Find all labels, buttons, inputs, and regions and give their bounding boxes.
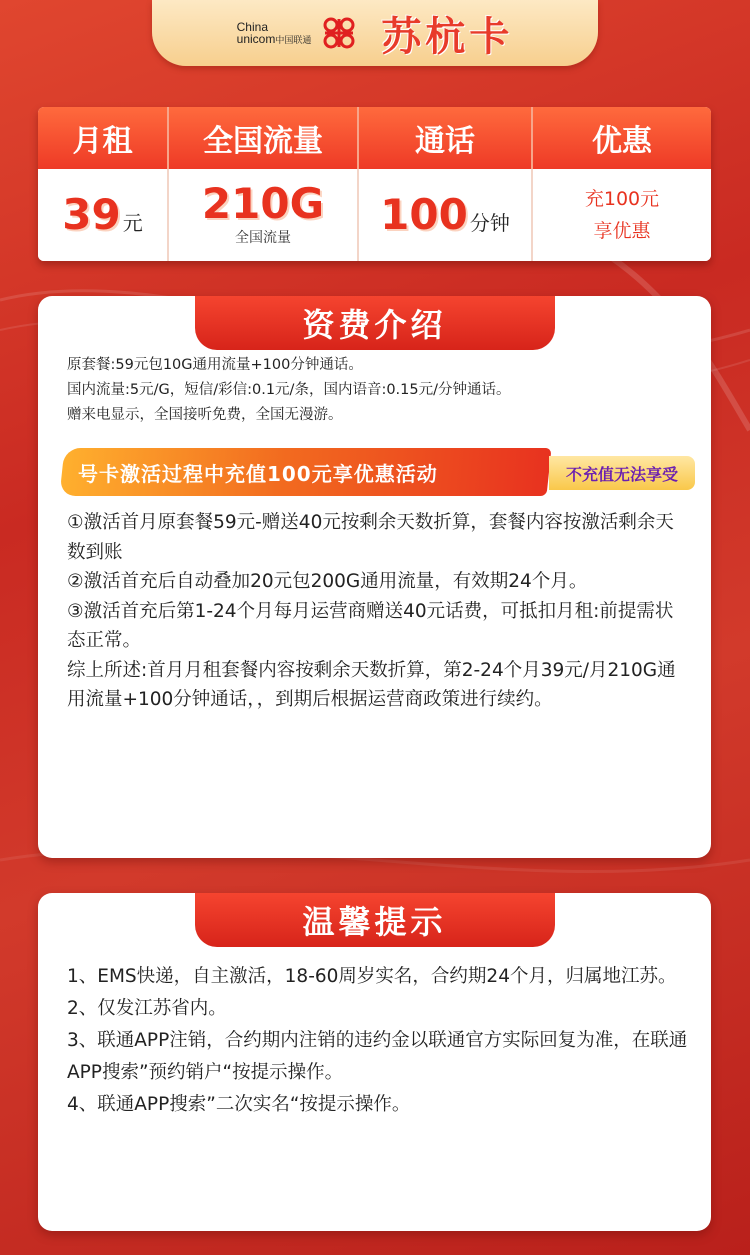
rule-item: ①激活首月原套餐59元-赠送40元按剩余天数折算，套餐内容按激活剩余天数到账	[67, 512, 674, 563]
tips-card	[38, 893, 711, 1231]
rule-summary: 综上所述:首月月租套餐内容按剩余天数折算，第2-24个月39元/月210G通用流量+100分钟通话，，到期后根据运营商政策进行续约。	[67, 659, 676, 710]
activity-rules	[67, 508, 689, 715]
fee-line: 赠来电显示，全国接听免费，全国无漫游。	[67, 407, 343, 423]
page-title: 苏杭卡	[381, 13, 514, 60]
activity-banner-tag: 不充值无法享受	[549, 456, 695, 490]
rent-value: 39	[62, 190, 121, 239]
fee-intro-card	[38, 296, 711, 858]
tips-list	[67, 961, 689, 1121]
promo-line-2: 享优惠	[593, 220, 651, 242]
call-cell	[359, 169, 533, 261]
unicom-logo	[237, 13, 362, 53]
header-call: 通话	[359, 107, 533, 169]
activity-banner	[62, 448, 685, 496]
data-cell	[169, 169, 359, 261]
tip-item: 4、联通APP搜索”二次实名“按提示操作。	[67, 1094, 411, 1115]
header-promo: 优惠	[592, 124, 652, 159]
fee-lines	[67, 353, 687, 428]
plan-value-row	[38, 169, 711, 261]
tip-item: 3、联通APP注销，合约期内注销的违约金以联通官方实际回复为准，在联通APP搜索”预约销户“按提示操作。	[67, 1030, 688, 1083]
tip-item: 1、EMS快递，自主激活，18-60周岁实名，合约期24个月，归属地江苏。	[67, 966, 677, 987]
rule-item: ②激活首充后自动叠加20元包200G通用流量，有效期24个月。	[67, 571, 588, 592]
fee-intro-title: 资费介绍	[195, 296, 555, 350]
header-banner	[152, 0, 598, 66]
plan-header-row	[38, 107, 711, 169]
header-data: 全国流量	[169, 107, 359, 169]
tip-item: 2、仅发江苏省内。	[67, 998, 227, 1019]
logo-text-china: China	[236, 20, 268, 34]
fee-line: 原套餐:59元包10G通用流量+100分钟通话。	[67, 357, 363, 373]
plan-summary-table	[38, 107, 711, 261]
header-rent: 月租	[38, 107, 169, 169]
call-value: 100	[380, 190, 468, 239]
activity-banner-main: 号卡激活过程中充值100元享优惠活动	[59, 448, 551, 496]
rule-item: ③激活首充后第1-24个月每月运营商赠送40元话费，可抵扣月租:前提需状态正常。	[67, 600, 674, 651]
unicom-knot-icon	[317, 13, 361, 53]
logo-text-unicom: unicom中国联通	[236, 32, 312, 46]
data-value: 210G	[201, 179, 325, 228]
data-sub: 全国流量	[235, 230, 291, 246]
call-unit: 分钟	[469, 211, 510, 235]
fee-line: 国内流量:5元/G，短信/彩信:0.1元/条，国内语音:0.15元/分钟通话。	[67, 382, 511, 398]
promo-line-1: 充100元	[584, 188, 660, 210]
rent-cell	[38, 169, 169, 261]
tips-title: 温馨提示	[195, 893, 555, 947]
promo-cell	[533, 169, 711, 261]
rent-unit: 元	[122, 211, 143, 235]
